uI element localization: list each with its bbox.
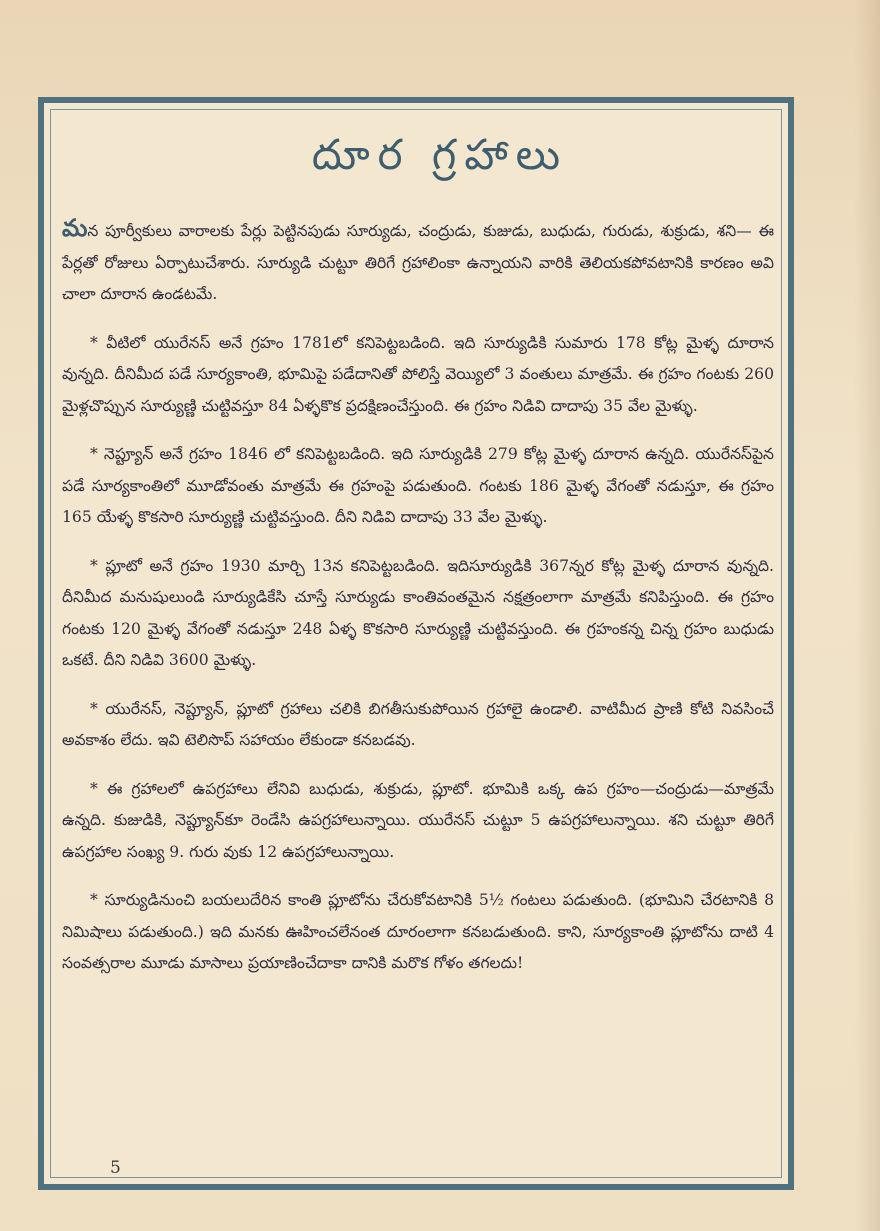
- paragraph-neptune: * నెప్ట్యూన్ అనే గ్రహం 1846 లో కనిపెట్టబడింది. ఇది సూర్యుడికి 279 కోట్ల మైళ్ళ దూరాన ఉన్నది. యురేనస్‌పైన పడే సూర్యకాంతిలో మూడోవంతు మాత్రమే ఈ గ్రహంపై పడుతుంది. గంటకు 186 మైళ్ళ వేగంతో నడుస్తూ, ఈ గ్రహం 165 యేళ్ళ కొకసారి సూర్యుణ్ణి చుట్టివస్తుంది. దీని నిడివి దాదాపు 33 వేల మైళ్ళు.: [62, 445, 774, 526]
- paragraph-light-travel: * సూర్యుడినుంచి బయలుదేరిన కాంతి ప్లూటోను చేరుకోవటానికి 5½ గంటలు పడుతుంది. (భూమిని చేరటానికి 8 నిమిషాలు పడుతుంది.) ఇది మనకు ఊహించలేనంత దూరంలాగా కనబడుతుంది. కాని, సూర్యకాంతి ప్లూటోను దాటి 4 సంవత్సరాల మూడు మాసాలు ప్రయాణించేదాకా దానికి మరొక గోళం తగలదు!: [62, 891, 774, 972]
- page-title: దూర గ్రహాలు: [311, 130, 569, 179]
- paragraph-satellites: * ఈ గ్రహాలలో ఉపగ్రహాలు లేనివి బుధుడు, శుక్రుడు, ప్లూటో. భూమికి ఒక్క ఉప గ్రహం—చంద్రుడు—మాత్రమే ఉన్నది. కుజుడికి, నెప్ట్యూన్‌కూ రెండేసి ఉపగ్రహాలున్నాయి. యురేనస్ చుట్టూ 5 ఉపగ్రహాలున్నాయి. శని చుట్టూ తిరిగే ఉపగ్రహాల సంఖ్య 9. గురు వుకు 12 ఉపగ్రహాలున్నాయి.: [62, 779, 774, 861]
- paragraph-pluto: * ప్లూటో అనే గ్రహం 1930 మార్చి 13న కనిపెట్టబడింది. ఇదిసూర్యుడికి 367న్నర కోట్ల మైళ్ళ దూరాన వున్నది. దీనిమీద మనుషులుండి సూర్యుడికేసి చూస్తే సూర్యుడు కాంతివంతమైన నక్షత్రంలాగా మాత్రమే కనిపిస్తుంది. ఈ గ్రహం గంటకు 120 మైళ్ళ వేగంతో నడుస్తూ 248 ఏళ్ళ కొకసారి సూర్యుణ్ణి చుట్టివస్తుంది. ఈ గ్రహంకన్న చిన్న గ్రహం బుధుడు ఒకటే. దీని నిడివి 3600 మైళ్ళు.: [62, 556, 774, 669]
- paragraph-uranus: * వీటిలో యురేనస్ అనే గ్రహం 1781లో కనిపెట్టబడింది. ఇది సూర్యుడికి సుమారు 178 కోట్ల మైళ్ళ దూరాన వున్నది. దీనిమీద పడే సూర్యకాంతి, భూమిపై పడేదానితో పోలిస్తే వెయ్యిలో 3 వంతులు మాత్రమే. ఈ గ్రహం గంటకు 260 మైళ్లచొప్పున సూర్యుణ్ణి చుట్టివస్తూ 84 ఏళ్ళకొక ప్రదక్షిణంచేస్తుంది. ఈ గ్రహం నిడివి దాదాపు 35 వేల మైళ్ళు.: [62, 333, 774, 415]
- drop-cap: మ: [62, 213, 88, 242]
- article-body: [62, 212, 774, 997]
- page-number: 5: [110, 1158, 121, 1178]
- paragraph-cold-planets: * యురేనస్, నెప్ట్యూన్, ప్లూటో గ్రహాలు చలికి బిగతీసుకుపోయిన గ్రహాలై ఉండాలి. వాటిమీద ప్రాణి కోటి నివసించే అవకాశం లేదు. ఇవి టెలిసొప్ సహాయం లేకుండా కనబడవు.: [62, 699, 774, 749]
- page-edge-shadow: [854, 0, 880, 1231]
- paragraph-text: న పూర్వీకులు వారాలకు పేర్లు పెట్టినపుడు సూర్యుడు, చంద్రుడు, కుజుడు, బుధుడు, గురుడు, శుక్రుడు, శని— ఈ పేర్లతో రోజులు ఏర్పాటుచేశారు. సూర్యుడి చుట్టూ తిరిగే గ్రహాలింకా ఉన్నాయని వారికి తెలియకపోవటానికి కారణం అవి చాలా దూరాన ఉండటమే.: [62, 222, 774, 303]
- paragraph-intro: [62, 212, 774, 311]
